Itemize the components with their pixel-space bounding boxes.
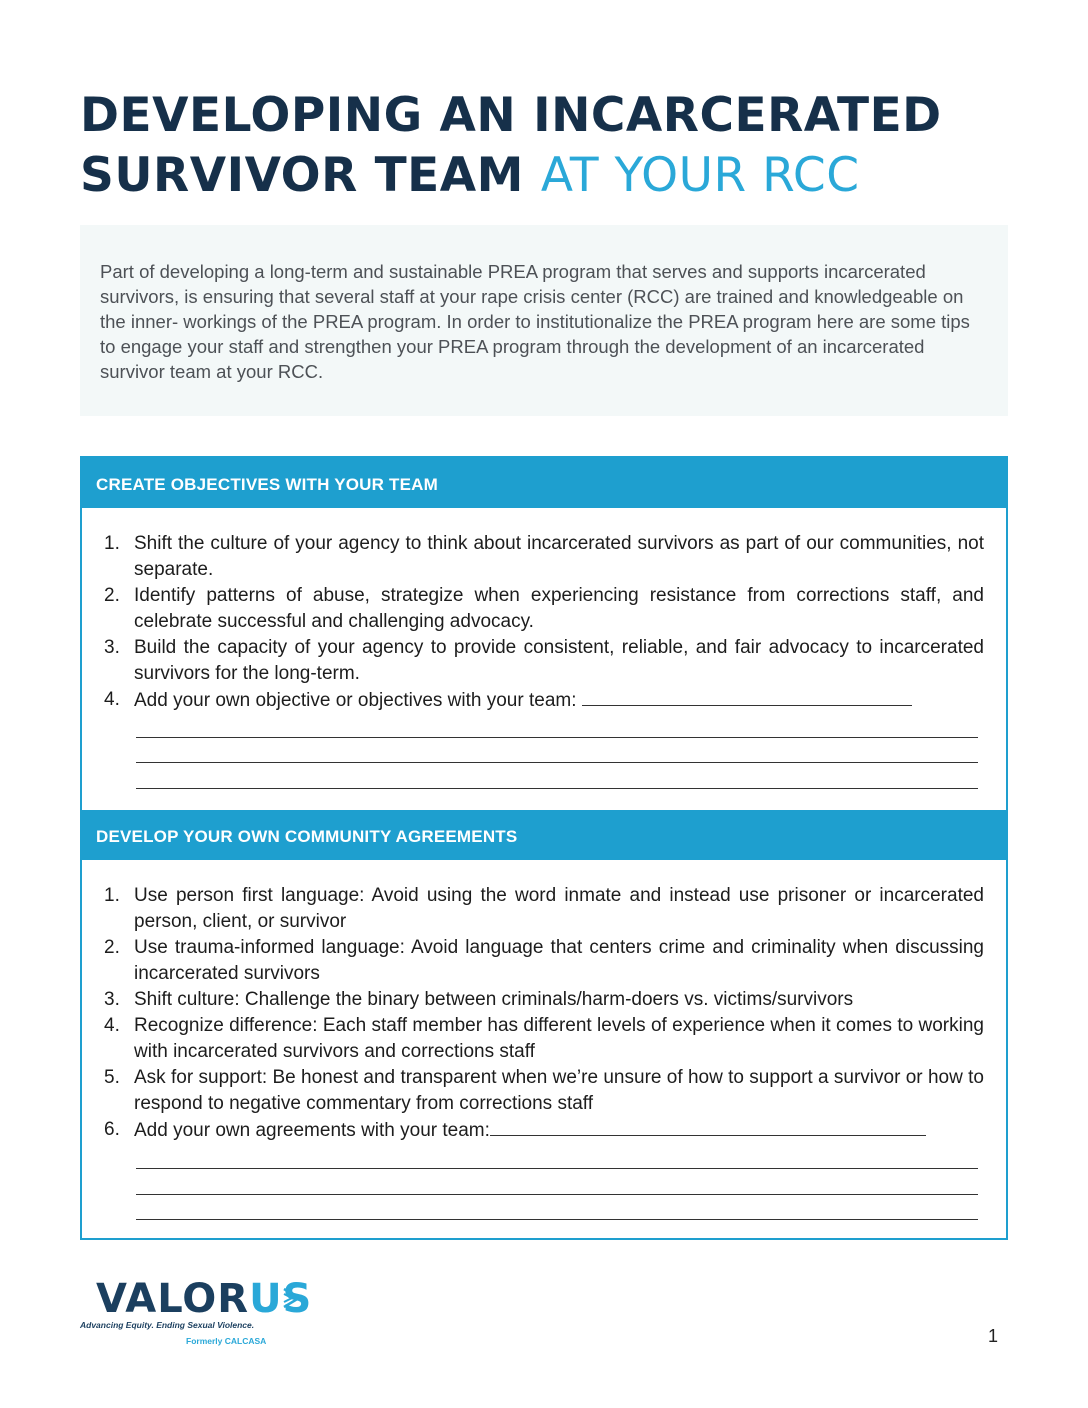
objective-blank-line-2[interactable] xyxy=(136,762,978,763)
logo-chevron-icon xyxy=(282,1286,302,1310)
objective-blank-line-3[interactable] xyxy=(136,788,978,789)
list-number: 2. xyxy=(104,937,120,958)
list-item-text: Shift culture: Challenge the binary between criminals/harm-doers vs. victims/survivors xyxy=(134,989,854,1010)
agreements-list xyxy=(82,883,1006,1144)
list-item-text: Use person first language: Avoid using the word inmate and instead use prisoner or incarcerated person, client, or survivor xyxy=(134,885,984,932)
logo-word-dark: VALOR xyxy=(96,1276,250,1322)
objective-fill-line[interactable] xyxy=(582,687,912,706)
intro-text: Part of developing a long-term and sustainable PREA program that serves and supports incarcerated survivors, is ensuring that several staff at your rape crisis center (RCC) are trained and knowledgeable on the inner- workings of the PREA program. In order to institutionalize the PREA program here are some tips to engage your staff and strengthen your PREA program through the development of an incarcerated survivor team at your RCC. xyxy=(100,261,970,382)
list-item-text: Shift the culture of your agency to think about incarcerated survivors as part of our communities, not separate. xyxy=(134,533,984,580)
section-heading-objectives: CREATE OBJECTIVES WITH YOUR TEAM xyxy=(82,458,1006,508)
list-item xyxy=(82,1013,1006,1065)
logo-word-accent: US xyxy=(249,1276,313,1322)
list-item xyxy=(82,1065,1006,1117)
logo-formerly: Formerly CALCASA xyxy=(186,1336,267,1346)
list-item xyxy=(82,687,1006,714)
list-item xyxy=(82,583,1006,635)
list-item xyxy=(82,531,1006,583)
list-number: 2. xyxy=(104,585,120,606)
page-number: 1 xyxy=(988,1326,999,1346)
list-item-text: Ask for support: Be honest and transparent when we’re unsure of how to support a survivor or how to respond to negative commentary from corrections staff xyxy=(134,1067,984,1114)
list-item xyxy=(82,935,1006,987)
intro-panel xyxy=(80,225,1008,416)
list-number: 1. xyxy=(104,885,120,906)
list-item-text: Add your own agreements with your team: xyxy=(134,1120,490,1141)
list-item-text: Identify patterns of abuse, strategize when experiencing resistance from corrections staff, and celebrate successful and challenging advocacy. xyxy=(134,585,984,632)
list-number: 3. xyxy=(104,637,120,658)
list-number: 3. xyxy=(104,989,120,1010)
list-item-text: Build the capacity of your agency to provide consistent, reliable, and fair advocacy to incarcerated survivors for the long-term. xyxy=(134,637,984,684)
title-line-2 xyxy=(80,146,1040,206)
agreement-blank-line-3[interactable] xyxy=(136,1219,978,1220)
list-item-text: Recognize difference: Each staff member has different levels of experience when it comes to working with incarcerated survivors and corrections staff xyxy=(134,1015,984,1062)
list-item-text: Add your own objective or objectives with your team: xyxy=(134,690,577,711)
logo-tagline: Advancing Equity. Ending Sexual Violence. xyxy=(80,1320,255,1330)
list-item xyxy=(82,635,1006,687)
agreement-fill-line[interactable] xyxy=(490,1117,926,1136)
valorus-logo xyxy=(80,1276,316,1356)
logo-wordmark xyxy=(96,1276,312,1322)
list-item xyxy=(82,987,1006,1013)
list-item xyxy=(82,883,1006,935)
list-number: 1. xyxy=(104,533,120,554)
agreement-blank-line-2[interactable] xyxy=(136,1194,978,1195)
list-item-text: Use trauma-informed language: Avoid language that centers crime and criminality when discussing incarcerated survivors xyxy=(134,937,984,984)
objective-blank-line-1[interactable] xyxy=(136,737,978,738)
list-number: 5. xyxy=(104,1067,120,1088)
title-line-2-accent: AT YOUR RCC xyxy=(540,148,860,203)
list-number: 6. xyxy=(104,1119,120,1140)
page-title xyxy=(80,86,1040,206)
worksheet-box xyxy=(80,456,1008,1240)
title-line-1: DEVELOPING AN INCARCERATED xyxy=(80,88,942,143)
section-heading-agreements: DEVELOP YOUR OWN COMMUNITY AGREEMENTS xyxy=(82,810,1006,860)
list-number: 4. xyxy=(104,1015,120,1036)
list-number: 4. xyxy=(104,689,120,710)
objectives-list xyxy=(82,531,1006,714)
agreement-blank-line-1[interactable] xyxy=(136,1168,978,1169)
list-item xyxy=(82,1117,1006,1144)
title-line-2-dark: SURVIVOR TEAM xyxy=(80,148,524,203)
